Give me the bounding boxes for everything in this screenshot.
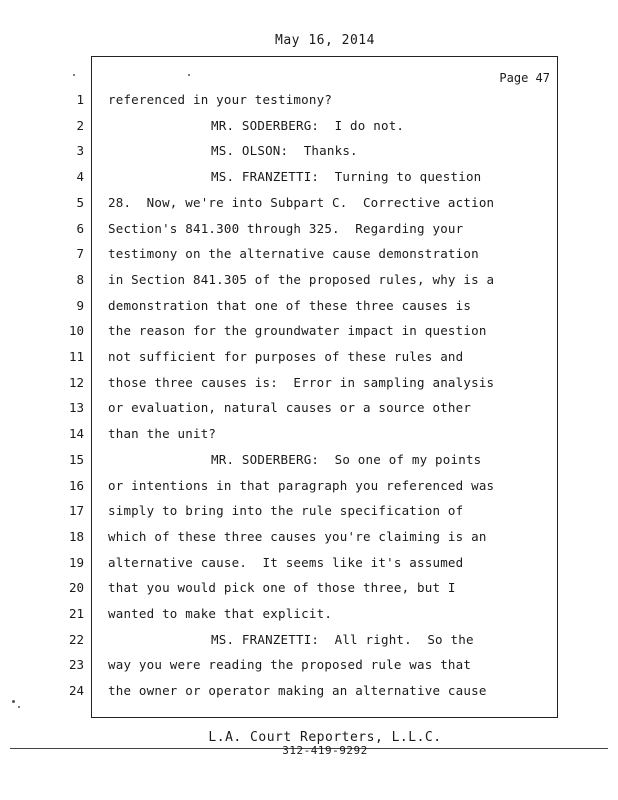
line-number: 12	[68, 374, 84, 390]
line-number: 22	[68, 631, 84, 647]
transcript-line: MS. FRANZETTI: Turning to question	[211, 169, 482, 185]
footer-company: L.A. Court Reporters, L.L.C.	[208, 730, 442, 745]
transcript-line: or evaluation, natural causes or a source other	[108, 400, 472, 416]
line-number: 6	[76, 220, 84, 236]
transcript-line: way you were reading the proposed rule was that	[108, 657, 472, 673]
transcript-line: those three causes is: Error in sampling analysis	[108, 374, 495, 390]
transcript-line: simply to bring into the rule specification of	[108, 503, 464, 519]
line-number: 9	[76, 297, 84, 313]
transcript-line: testimony on the alternative cause demonstration	[108, 246, 479, 262]
line-number: 3	[76, 143, 84, 159]
transcript-line: the reason for the groundwater impact in question	[108, 323, 487, 339]
transcript-line: MS. FRANZETTI: All right. So the	[211, 631, 474, 647]
transcript-line: MR. SODERBERG: So one of my points	[211, 451, 482, 467]
line-number: 17	[68, 503, 84, 519]
transcript-line: the owner or operator making an alternative cause	[108, 683, 487, 699]
transcript-line: in Section 841.305 of the proposed rules, why is a	[108, 271, 495, 287]
transcript-line: demonstration that one of these three causes is	[108, 297, 472, 313]
header-date: May 16, 2014	[275, 33, 375, 48]
line-number: 4	[76, 169, 84, 185]
line-number: 1	[76, 92, 84, 107]
line-number: 14	[68, 426, 84, 442]
line-number: 5	[76, 194, 84, 210]
scan-speck	[18, 706, 20, 708]
page-number: Page 47	[499, 71, 550, 85]
transcript-line: wanted to make that explicit.	[108, 606, 333, 621]
scan-speck	[73, 74, 75, 76]
line-number: 2	[76, 117, 84, 133]
line-number: 11	[68, 349, 84, 364]
line-number: 13	[68, 400, 84, 416]
transcript-line: or intentions in that paragraph you referenced was	[108, 477, 495, 493]
transcript-line: alternative cause. It seems like it's assumed	[108, 554, 464, 570]
transcript-line: MS. OLSON: Thanks.	[211, 143, 358, 159]
line-number: 23	[68, 657, 84, 673]
scan-speck	[188, 74, 190, 76]
line-number: 18	[68, 528, 84, 544]
transcript-line: 28. Now, we're into Subpart C. Corrective action	[108, 194, 495, 210]
line-number: 20	[68, 580, 84, 596]
scan-speck	[12, 700, 15, 703]
line-number: 21	[68, 606, 84, 621]
transcript-line: Section's 841.300 through 325. Regarding your	[108, 220, 464, 236]
line-number: 8	[76, 271, 84, 287]
transcript-line: than the unit?	[108, 426, 217, 442]
transcript-line: which of these three causes you're claiming is an	[108, 528, 487, 544]
line-number: 10	[68, 323, 84, 339]
line-number: 16	[68, 477, 84, 493]
transcript-line: that you would pick one of those three, but I	[108, 580, 456, 596]
transcript-line: MR. SODERBERG: I do not.	[211, 117, 405, 133]
line-number: 19	[68, 554, 84, 570]
line-number: 15	[68, 451, 84, 467]
footer-phone: 312-419-9292	[282, 744, 368, 757]
transcript-line: not sufficient for purposes of these rules and	[108, 349, 464, 364]
line-number: 24	[68, 683, 84, 699]
line-number: 7	[76, 246, 84, 262]
transcript-line: referenced in your testimony?	[108, 92, 333, 107]
